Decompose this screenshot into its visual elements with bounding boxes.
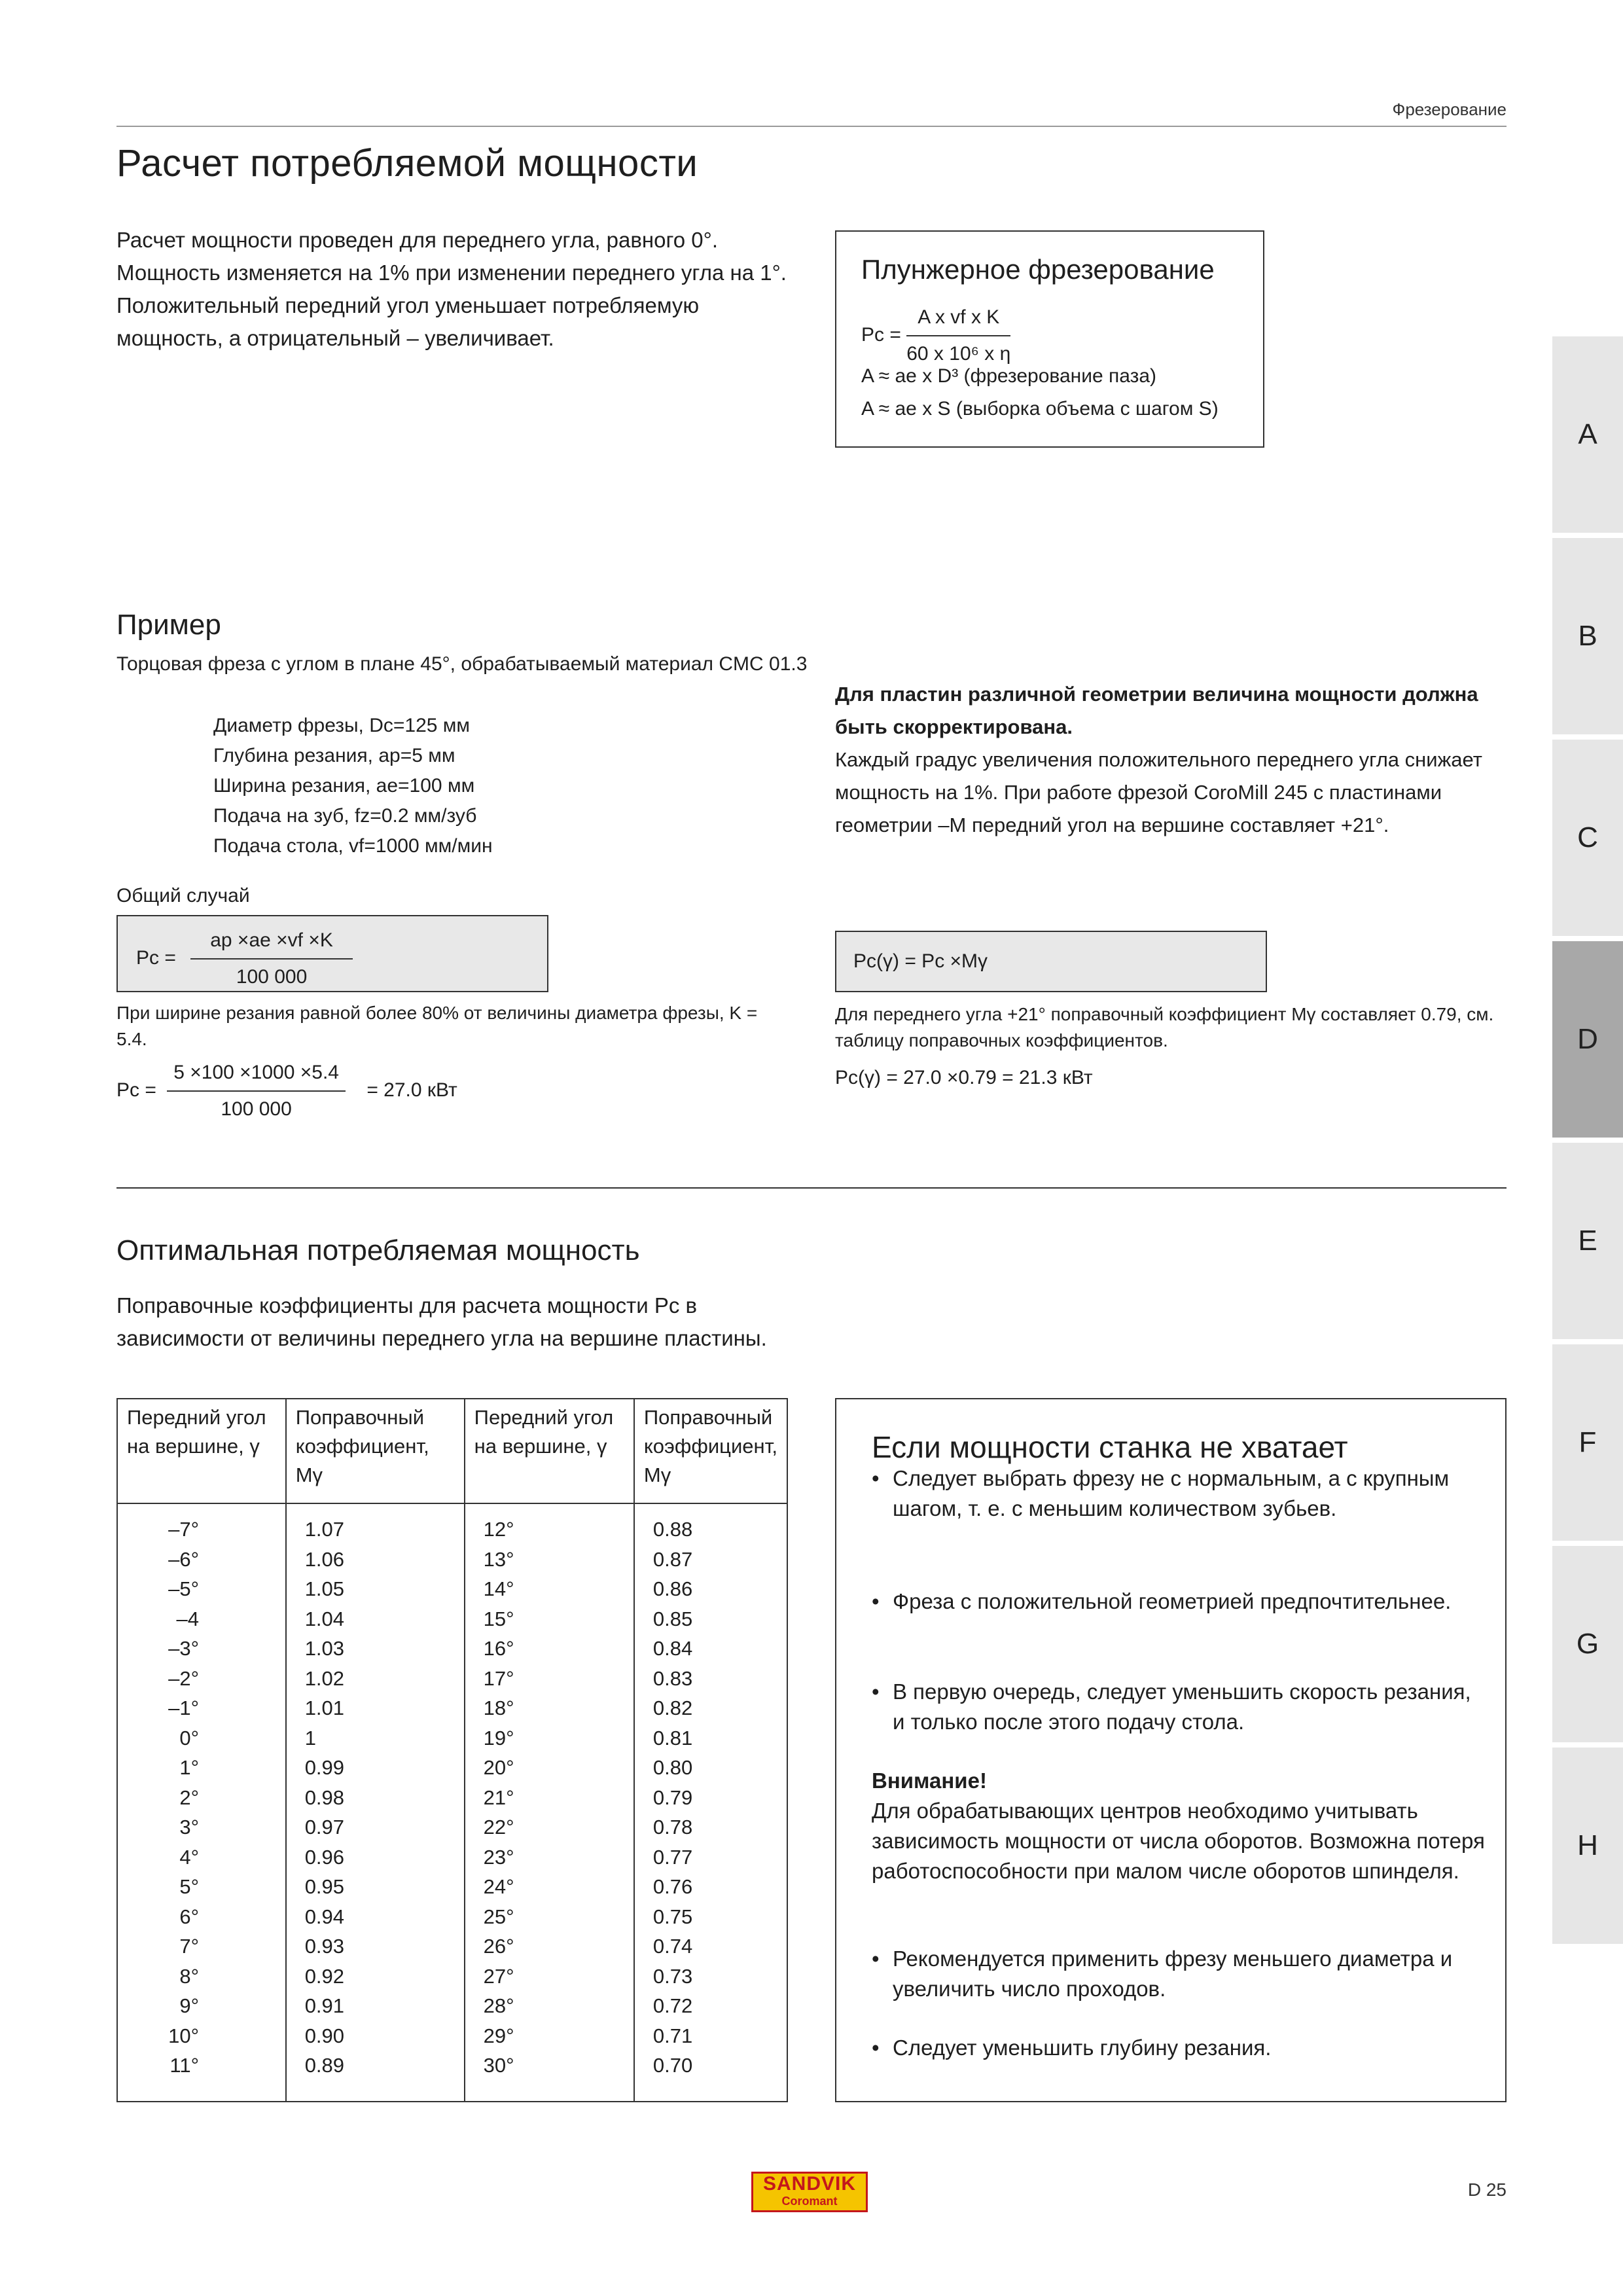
param-table-feed: Подача стола, vf=1000 мм/мин: [213, 835, 493, 857]
plunge-line-2: A ≈ ae x S (выборка объема с шагом S): [861, 398, 1219, 420]
table-cell-rake-angle: 7°: [179, 1935, 199, 1958]
corrected-result: Pc(γ) = 27.0 ×0.79 = 21.3 кВт: [835, 1067, 1093, 1088]
table-cell-rake-angle: 28°: [483, 1994, 514, 2017]
table-cell-coefficient: 0.95: [304, 1875, 345, 1898]
example-heading: Пример: [116, 609, 221, 641]
table-cell-coefficient: 0.76: [652, 1875, 693, 1898]
logo-bottom-text: Coromant: [781, 2195, 838, 2208]
table-cell-rake-angle: 25°: [483, 1905, 514, 1928]
corrected-formula-box: [835, 931, 1267, 992]
tab-f[interactable]: F: [1552, 1344, 1623, 1541]
table-cell-coefficient: 1.01: [304, 1696, 345, 1719]
table-cell-coefficient: 0.86: [652, 1577, 693, 1600]
table-cell-coefficient: 0.70: [652, 2054, 693, 2077]
advice-bullet-3: [872, 1677, 1487, 1737]
table-cell-coefficient: 1.07: [304, 1518, 345, 1541]
table-cell-rake-angle: 3°: [179, 1816, 199, 1839]
table-cell-coefficient: 0.74: [652, 1935, 693, 1958]
example-description: Торцовая фреза с углом в плане 45°, обрабатываемый материал CMC 01.3: [116, 653, 808, 675]
table-cell-rake-angle: 13°: [483, 1547, 514, 1571]
table-cell-coefficient: 0.97: [304, 1816, 345, 1839]
table-cell-coefficient: 0.90: [304, 2024, 345, 2047]
general-formula-fraction: [190, 925, 353, 992]
general-formula-numerator: ap ×ae ×vf ×K: [190, 925, 353, 960]
table-cell-coefficient: 1.05: [304, 1577, 345, 1600]
table-cell-coefficient: 1.04: [304, 1607, 345, 1630]
table-cell-rake-angle: 17°: [483, 1666, 514, 1690]
param-depth: Глубина резания, ap=5 мм: [213, 745, 455, 766]
column-coefficient-2: [634, 1503, 787, 2102]
advice-bullet-5: [872, 2033, 1487, 2063]
intro-text: Расчет мощности проведен для переднего угла, равного 0°. Мощность изменяется на 1% при изменении переднего угла на 1°. Положительный передний угол уменьшает потребляемую мощность, а отрицательный – увеличивает.: [116, 228, 787, 350]
general-formula-lhs: Pc =: [136, 946, 176, 969]
warning-text: Для обрабатывающих центров необходимо учитывать зависимость мощности от числа оборотов. Возможна потеря работоспособности при малом числе оборотов шпинделя.: [872, 1799, 1485, 1883]
table-cell-rake-angle: 6°: [179, 1905, 199, 1928]
table-cell-rake-angle: 1°: [179, 1756, 199, 1779]
table-cell-rake-angle: 29°: [483, 2024, 514, 2047]
general-case-label: Общий случай: [116, 885, 250, 906]
tab-e[interactable]: E: [1552, 1143, 1623, 1339]
advice-bullet-4-text: Рекомендуется применить фрезу меньшего диаметра и увеличить число проходов.: [893, 1946, 1453, 2001]
header-rake-angle-1: Передний угол на вершине, γ: [127, 1406, 266, 1458]
section-label: Фрезерование: [1392, 99, 1507, 119]
table-cell-coefficient: 0.93: [304, 1935, 345, 1958]
geometry-text: Каждый градус увеличения положительного переднего угла снижает мощность на 1%. При работе фрезой CoroMill 245 с пластинами геометрии –M передний угол на вершине составляет +21°.: [835, 748, 1482, 836]
table-cell-rake-angle: 0°: [179, 1726, 199, 1749]
table-cell-rake-angle: 26°: [483, 1935, 514, 1958]
page-number: D 25: [1467, 2179, 1507, 2200]
table-cell-coefficient: 0.73: [652, 1964, 693, 1988]
logo-top-text: SANDVIK: [762, 2173, 856, 2195]
table-cell-rake-angle: 16°: [483, 1637, 514, 1660]
tab-d[interactable]: D: [1552, 941, 1623, 1138]
table-cell-rake-angle: 23°: [483, 1845, 514, 1869]
plunge-fraction: [906, 302, 1010, 369]
table-cell-rake-angle: 24°: [483, 1875, 514, 1898]
table-cell-rake-angle: 9°: [179, 1994, 199, 2017]
advice-title: Если мощности станка не хватает: [872, 1430, 1348, 1464]
table-cell-rake-angle: 21°: [483, 1785, 514, 1809]
table-cell-rake-angle: 8°: [179, 1964, 199, 1988]
table-cell-rake-angle: –7°: [168, 1518, 199, 1541]
table-cell-coefficient: 0.94: [304, 1905, 345, 1928]
table-cell-coefficient: 0.79: [652, 1785, 693, 1809]
tab-c[interactable]: C: [1552, 740, 1623, 936]
table-cell-coefficient: 0.84: [652, 1637, 693, 1660]
table-cell-rake-angle: 15°: [483, 1607, 514, 1630]
bullet-dot-icon: •: [872, 1466, 880, 1490]
advice-bullet-4: [872, 1944, 1487, 2004]
plunge-milling-box: [835, 230, 1264, 448]
param-feed-per-tooth: Подача на зуб, fz=0.2 мм/зуб: [213, 805, 477, 827]
table-cell-rake-angle: 20°: [483, 1756, 514, 1779]
column-coefficient-1: [286, 1503, 465, 2102]
table-cell-coefficient: 0.88: [652, 1518, 693, 1541]
advice-bullet-3-text: В первую очередь, следует уменьшить скорость резания, и только после этого подачу стола.: [893, 1679, 1471, 1734]
column-rake-angle-positive: [465, 1503, 634, 2102]
table-cell-rake-angle: 12°: [483, 1518, 514, 1541]
header-coefficient-2: Поправочный коэффициент, Mγ: [634, 1399, 787, 1503]
plunge-numerator: A x vf x K: [906, 302, 1010, 336]
table-row: [117, 1503, 787, 2102]
param-width: Ширина резания, ae=100 мм: [213, 775, 475, 797]
plunge-title: Плунжерное фрезерование: [861, 254, 1215, 285]
table-cell-coefficient: 0.85: [652, 1607, 693, 1630]
tab-b[interactable]: B: [1552, 538, 1623, 734]
table-cell-coefficient: 0.98: [304, 1785, 345, 1809]
optimal-heading: Оптимальная потребляемая мощность: [116, 1234, 640, 1266]
bullet-dot-icon: •: [872, 1946, 880, 1971]
table-cell-coefficient: 1.03: [304, 1637, 345, 1660]
general-formula-box: [116, 915, 548, 992]
table-cell-coefficient: 0.96: [304, 1845, 345, 1869]
table-cell-coefficient: 0.91: [304, 1994, 345, 2017]
advice-bullet-2: [872, 1587, 1487, 1617]
example-params: [213, 711, 493, 861]
table-cell-rake-angle: –1°: [168, 1696, 199, 1719]
table-cell-rake-angle: 14°: [483, 1577, 514, 1600]
table-cell-rake-angle: 30°: [483, 2054, 514, 2077]
bullet-dot-icon: •: [872, 1679, 880, 1704]
table-cell-coefficient: 0.87: [652, 1547, 693, 1571]
table-cell-rake-angle: 22°: [483, 1816, 514, 1839]
table-cell-rake-angle: –6°: [168, 1547, 199, 1571]
header-divider: [116, 126, 1507, 127]
table-cell-coefficient: 0.78: [652, 1816, 693, 1839]
advice-bullet-5-text: Следует уменьшить глубину резания.: [893, 2036, 1272, 2060]
table-cell-rake-angle: 18°: [483, 1696, 514, 1719]
tab-h[interactable]: H: [1552, 1748, 1623, 1944]
bullet-dot-icon: •: [872, 2036, 880, 2060]
table-cell-rake-angle: –5°: [168, 1577, 199, 1600]
plunge-denominator: 60 x 10⁶ x η: [906, 343, 1011, 365]
table-cell-coefficient: 0.92: [304, 1964, 345, 1988]
corrected-formula: Pc(γ) = Pc ×Mγ: [853, 950, 988, 972]
table-cell-rake-angle: 27°: [483, 1964, 514, 1988]
geometry-bold-text: Для пластин различной геометрии величина мощности должна быть скорректирована.: [835, 683, 1478, 738]
header-rake-angle-2: Передний угол на вершине, γ: [465, 1399, 634, 1503]
table-cell-rake-angle: 5°: [179, 1875, 199, 1898]
table-cell-coefficient: 0.99: [304, 1756, 345, 1779]
width-note: При ширине резания равной более 80% от величины диаметра фрезы, K = 5.4.: [116, 1003, 758, 1049]
advice-bullet-2-text: Фреза с положительной геометрией предпочтительнее.: [893, 1589, 1452, 1613]
general-formula-denominator: 100 000: [236, 966, 308, 988]
tab-a[interactable]: A: [1552, 336, 1623, 533]
plunge-pc-label: Pc =: [861, 323, 901, 346]
calc-denominator: 100 000: [221, 1098, 292, 1120]
bullet-dot-icon: •: [872, 1589, 880, 1613]
page-title: Расчет потребляемой мощности: [116, 142, 698, 185]
sandvik-logo: [751, 2172, 868, 2212]
plunge-formula: [861, 302, 1010, 369]
table-cell-rake-angle: –3°: [168, 1637, 199, 1660]
table-cell-rake-angle: 2°: [179, 1785, 199, 1809]
table-cell-rake-angle: 11°: [169, 2054, 199, 2077]
table-cell-coefficient: 0.81: [652, 1726, 693, 1749]
header-coefficient-1: Поправочный коэффициент, Mγ: [286, 1399, 465, 1503]
calc-numerator: 5 ×100 ×1000 ×5.4: [167, 1058, 346, 1092]
advice-box: [835, 1398, 1507, 2102]
table-cell-rake-angle: 10°: [168, 2024, 199, 2047]
advice-bullet-1-text: Следует выбрать фрезу не с нормальным, а с крупным шагом, т. е. с меньшим количеством зубьев.: [893, 1466, 1450, 1520]
table-cell-coefficient: 0.89: [304, 2054, 345, 2077]
table-cell-rake-angle: –2°: [168, 1666, 199, 1690]
table-cell-coefficient: 0.82: [652, 1696, 693, 1719]
table-cell-coefficient: 0.80: [652, 1756, 693, 1779]
general-formula: [136, 925, 353, 992]
table-cell-coefficient: 1: [304, 1726, 316, 1749]
coefficient-table: [116, 1398, 788, 2102]
table-cell-rake-angle: 4°: [179, 1845, 199, 1869]
table-cell-coefficient: 1.06: [304, 1547, 345, 1571]
calc-result: = 27.0 кВт: [366, 1079, 457, 1101]
table-cell-rake-angle: 19°: [483, 1726, 514, 1749]
table-cell-coefficient: 0.71: [652, 2024, 693, 2047]
section-divider: [116, 1187, 1507, 1189]
table-cell-coefficient: 0.77: [652, 1845, 693, 1869]
table-cell-rake-angle: –4: [176, 1607, 199, 1630]
table-header-row: [117, 1399, 787, 1503]
calc-fraction: [167, 1058, 346, 1124]
calc-lhs: Pc =: [116, 1079, 156, 1101]
param-diameter: Диаметр фрезы, Dc=125 мм: [213, 715, 471, 736]
table-cell-coefficient: 1.02: [304, 1666, 345, 1690]
warning-title: Внимание!: [872, 1768, 987, 1793]
table-cell-coefficient: 0.72: [652, 1994, 693, 2017]
optimal-description: Поправочные коэффициенты для расчета мощности Pc в зависимости от величины переднего угла на вершине пластины.: [116, 1293, 767, 1350]
plunge-line-1: A ≈ ae x D³ (фрезерование паза): [861, 365, 1157, 387]
tab-g[interactable]: G: [1552, 1546, 1623, 1742]
column-rake-angle-negative: [117, 1503, 286, 2102]
geometry-note: Для переднего угла +21° поправочный коэффициент Mγ составляет 0.79, см. таблицу поправочных коэффициентов.: [835, 1004, 1494, 1050]
advice-bullet-1: [872, 1463, 1487, 1524]
power-calculation: [116, 1058, 457, 1124]
table-cell-coefficient: 0.75: [652, 1905, 693, 1928]
table-cell-coefficient: 0.83: [652, 1666, 693, 1690]
